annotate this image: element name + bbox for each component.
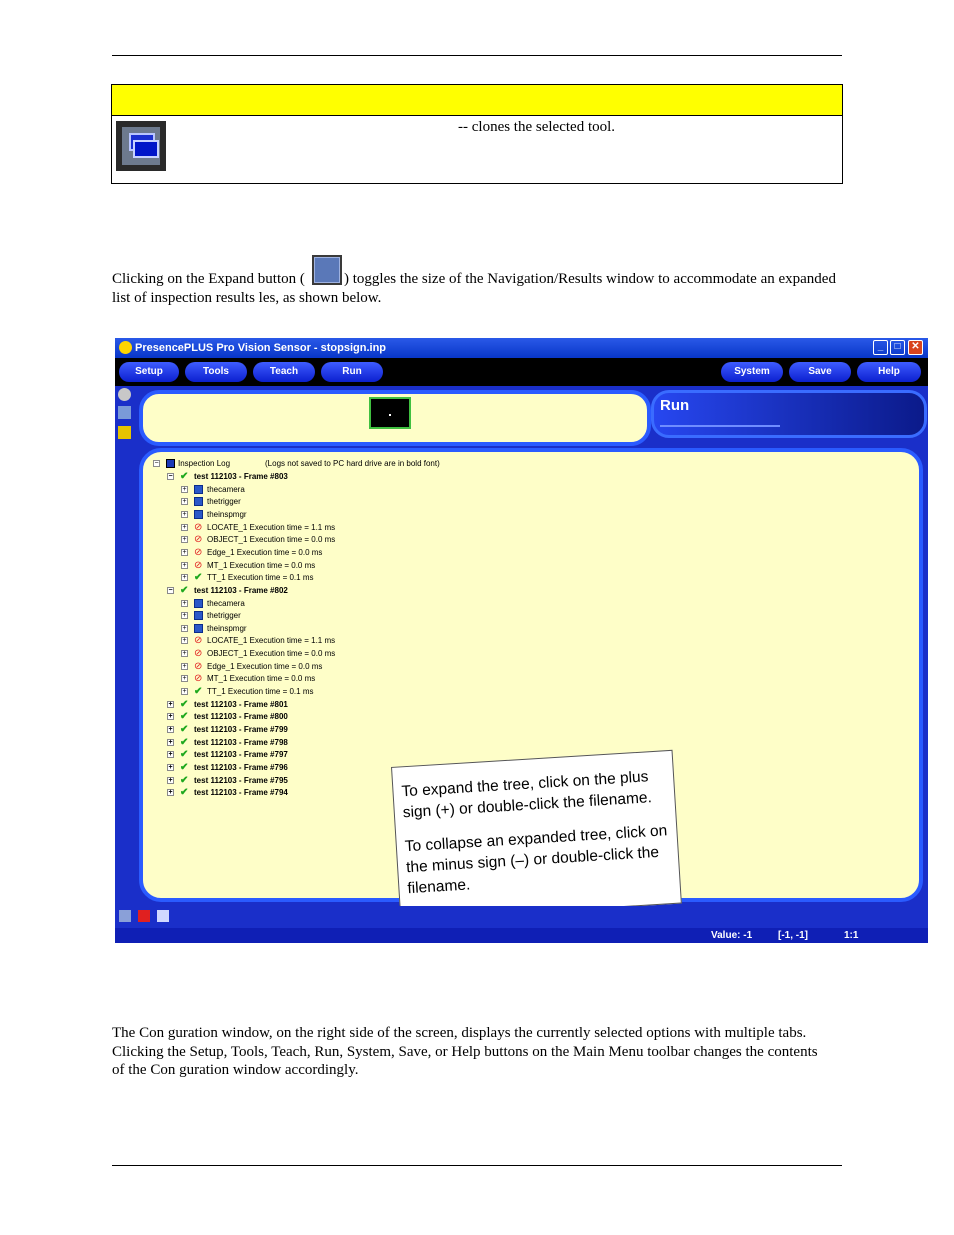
expand-icon[interactable]: + [182, 599, 187, 607]
pass-check-icon: ✔ [194, 686, 203, 698]
tool-picture-icon[interactable] [118, 406, 131, 419]
tree-row-label: theinspmgr [207, 509, 247, 519]
tree-row-label: thetrigger [207, 497, 241, 507]
collapse-icon[interactable]: − [168, 586, 173, 594]
callout-collapse-text: To collapse an expanded tree, click on the minus sign (–) or double-click the filename. [404, 822, 668, 898]
fail-icon: ⊘ [194, 660, 203, 672]
expand-icon[interactable]: + [168, 776, 173, 784]
config-line2: Clicking the Setup, Tools, Teach, Run, System, Save, or Help buttons on the Main Menu toolbar changes the contents [112, 1043, 818, 1060]
help-button[interactable]: Help [857, 362, 921, 382]
status-coords: [-1, -1] [778, 930, 808, 941]
pass-check-icon: ✔ [180, 471, 189, 482]
tree-row-label: thecamera [207, 484, 245, 494]
tree-row-label: test 112103 - Frame #798 [194, 737, 288, 747]
module-icon [194, 624, 203, 633]
expand-icon[interactable]: + [168, 789, 173, 797]
expand-icon[interactable]: + [168, 713, 173, 721]
tree-row-label: test 112103 - Frame #797 [194, 750, 288, 760]
tree-root-note: (Logs not saved to PC hard drive are in bold font) [265, 459, 440, 468]
callout-expand-text: To expand the tree, click on the plus sign (+) or double-click the filename. [401, 768, 653, 822]
pass-check-icon: ✔ [180, 787, 189, 799]
main-menu [115, 358, 928, 386]
pass-check-icon: ✔ [180, 724, 189, 735]
status-bar [115, 928, 928, 943]
app-logo-icon [119, 341, 132, 354]
expand-icon[interactable]: + [168, 738, 173, 746]
status-value: Value: -1 [711, 930, 753, 941]
camera-thumbnail[interactable] [369, 397, 411, 429]
expand-icon[interactable]: + [168, 751, 173, 759]
system-button[interactable]: System [721, 362, 783, 382]
footer-rule [112, 1165, 842, 1166]
tree-row-label: test 112103 - Frame #802 [194, 585, 288, 595]
tree-row-label: theinspmgr [207, 623, 247, 633]
note-text: -- clones the selected tool. [458, 119, 616, 135]
tree-row-label: OBJECT_1 Execution time = 0.0 ms [207, 535, 336, 545]
clone-tool-icon [116, 121, 166, 171]
config-line1: The Con guration window, on the right side of the screen, displays the currently selected options with multiple tabs. [112, 1025, 807, 1041]
expand-icon[interactable]: + [182, 510, 187, 518]
tool-s-icon[interactable] [118, 426, 131, 439]
delete-icon[interactable] [138, 910, 150, 922]
tree-row-label: OBJECT_1 Execution time = 0.0 ms [207, 649, 336, 659]
pass-check-icon: ✔ [180, 584, 189, 596]
expand-icon[interactable]: + [182, 688, 187, 696]
run-button[interactable]: Run [321, 362, 383, 382]
tree-row-label: TT_1 Execution time = 0.1 ms [207, 687, 314, 697]
expand-icon[interactable]: + [168, 726, 173, 733]
configuration-window [651, 390, 927, 438]
note-header [112, 85, 842, 116]
expand-icon[interactable]: + [168, 700, 173, 708]
save-button[interactable]: Save [789, 362, 851, 382]
pass-check-icon: ✔ [180, 761, 189, 773]
module-icon [194, 611, 203, 620]
header-rule [112, 55, 842, 56]
fail-icon: ⊘ [194, 648, 203, 660]
expand-paragraph [112, 258, 847, 308]
expand-icon[interactable]: + [182, 574, 187, 582]
minimize-icon[interactable]: _ [873, 340, 888, 355]
left-toolstrip [115, 386, 135, 906]
collapse-icon[interactable]: − [154, 460, 159, 467]
status-zoom: 1:1 [844, 930, 859, 941]
pass-check-icon: ✔ [180, 698, 189, 710]
bottom-toolbar [115, 906, 928, 928]
module-icon [194, 510, 203, 519]
collapse-icon[interactable]: − [168, 473, 173, 480]
fail-icon: ⊘ [194, 534, 203, 546]
fail-icon: ⊘ [194, 546, 203, 558]
tree-row-label: test 112103 - Frame #794 [194, 788, 288, 798]
title-bar [115, 338, 928, 358]
tree-row-label: test 112103 - Frame #795 [194, 775, 288, 785]
fail-icon: ⊘ [194, 635, 203, 647]
tree-row-label: thetrigger [207, 611, 241, 621]
app-screenshot [115, 338, 928, 943]
tree-row-label: test 112103 - Frame #801 [194, 699, 288, 709]
pass-check-icon: ✔ [194, 572, 203, 584]
config-tabs[interactable] [660, 425, 780, 435]
help-callout [391, 750, 682, 921]
expand-icon[interactable]: + [182, 498, 187, 506]
setup-button[interactable]: Setup [119, 362, 179, 382]
tree-row-label: Edge_1 Execution time = 0.0 ms [207, 661, 323, 671]
fail-icon: ⊘ [194, 559, 203, 571]
module-icon [194, 497, 203, 506]
expand-icon[interactable]: + [182, 675, 187, 683]
expand-icon[interactable]: + [182, 536, 187, 544]
expand-text-part2: ) toggles the size of the Navigation/Results window to accommodate an expanded [344, 271, 836, 287]
expand-icon[interactable]: + [168, 763, 173, 771]
config-line3: of the Con guration window accordingly. [112, 1062, 359, 1078]
tree-row-label: thecamera [207, 598, 245, 608]
tree-row-label: TT_1 Execution time = 0.1 ms [207, 573, 314, 583]
navigation-results-window [139, 448, 923, 902]
expand-icon[interactable]: + [182, 561, 187, 569]
fail-icon: ⊘ [194, 521, 203, 533]
pass-check-icon: ✔ [180, 774, 189, 786]
run-label: Run [660, 397, 690, 414]
expand-text-part1: Clicking on the Expand button ( [112, 271, 305, 287]
tree-row-label: MT_1 Execution time = 0.0 ms [207, 674, 316, 684]
expand-icon[interactable]: + [182, 650, 187, 658]
tree-row-label: LOCATE_1 Execution time = 1.1 ms [207, 522, 336, 532]
tree-root-label: Inspection Log [178, 459, 231, 468]
tree-row-label: test 112103 - Frame #803 [194, 472, 288, 481]
window-title: PresencePLUS Pro Vision Sensor - stopsign.inp [135, 342, 387, 354]
tree-row-label: test 112103 - Frame #796 [194, 762, 288, 772]
tree-row-label: test 112103 - Frame #800 [194, 712, 288, 722]
pass-check-icon: ✔ [180, 711, 189, 723]
expand-icon[interactable]: + [182, 624, 187, 632]
teach-button[interactable]: Teach [253, 362, 315, 382]
pass-check-icon: ✔ [180, 749, 189, 761]
arrows-icon[interactable] [157, 910, 169, 922]
tool-circle-icon[interactable] [118, 388, 131, 401]
expand-icon[interactable]: + [182, 523, 187, 531]
log-icon [166, 459, 175, 468]
pass-check-icon: ✔ [180, 736, 189, 748]
expand-text-line2: list of inspection results les, as shown below. [112, 290, 382, 306]
expand-icon[interactable]: + [182, 637, 187, 645]
expand-icon[interactable]: + [182, 612, 187, 620]
module-icon [194, 485, 203, 494]
expand-button-icon [312, 255, 342, 285]
maximize-icon[interactable]: □ [890, 340, 905, 355]
expand-icon[interactable] [119, 910, 131, 922]
fail-icon: ⊘ [194, 673, 203, 685]
expand-icon[interactable]: + [182, 662, 187, 670]
expand-icon[interactable]: + [182, 485, 187, 493]
module-icon [194, 599, 203, 608]
expand-icon[interactable]: + [182, 548, 187, 556]
tree-row-label: MT_1 Execution time = 0.0 ms [207, 560, 316, 570]
tree-row-label: test 112103 - Frame #799 [194, 725, 288, 734]
note-table [111, 84, 843, 184]
configuration-paragraph [112, 1024, 852, 1080]
tree-row-label: LOCATE_1 Execution time = 1.1 ms [207, 636, 336, 646]
tree-row-label: Edge_1 Execution time = 0.0 ms [207, 547, 323, 557]
tools-button[interactable]: Tools [185, 362, 247, 382]
close-icon[interactable]: ✕ [908, 340, 923, 355]
